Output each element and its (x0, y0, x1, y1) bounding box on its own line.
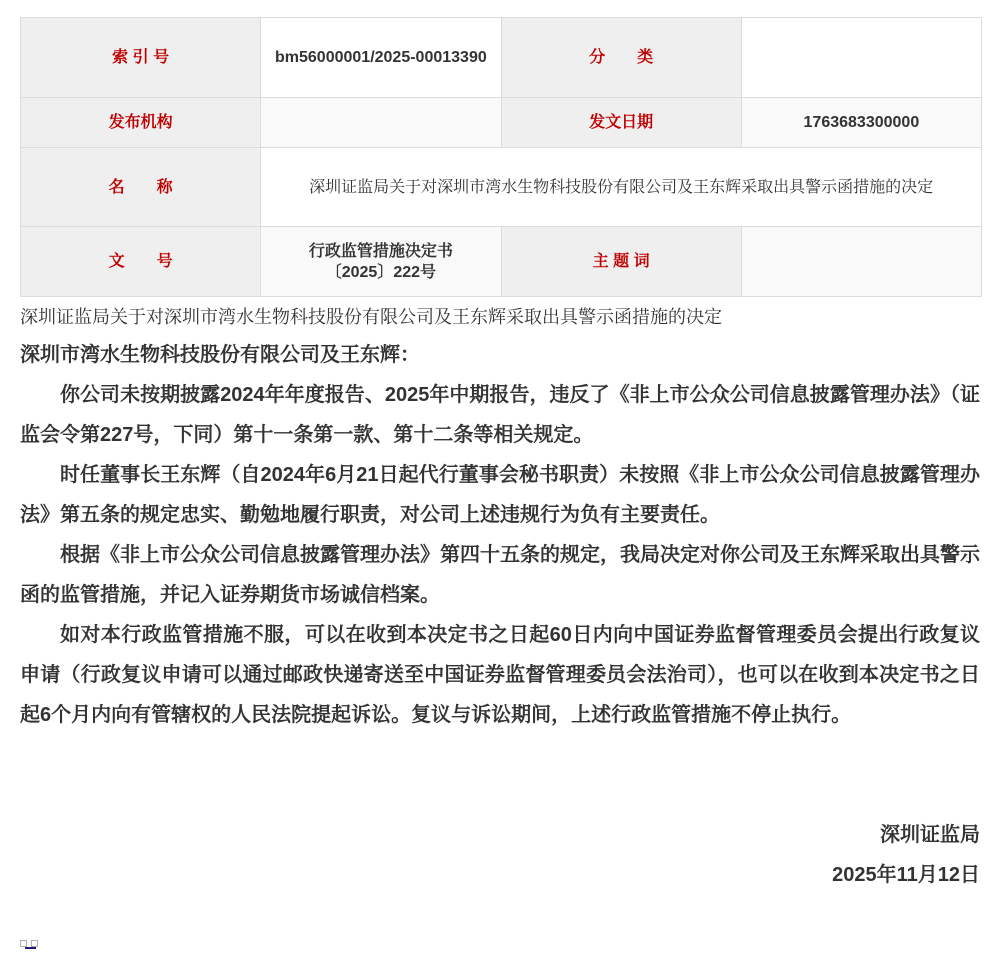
category-value (741, 18, 981, 98)
issue-date-value: 1763683300000 (741, 98, 981, 148)
document-title-line: 深圳证监局关于对深圳市湾水生物科技股份有限公司及王东辉采取出具警示函措施的决定 (20, 307, 722, 327)
paragraph-violation: 你公司未按期披露2024年年度报告、2025年中期报告，违反了《非上市公众公司信息披露管理办法》（证监会令第227号，下同）第十一条第一款、第十二条等相关规定。 (20, 384, 980, 446)
doc-number-label: 文 号 (21, 227, 261, 297)
table-row (21, 148, 982, 227)
attachment-link[interactable] (20, 940, 40, 951)
signature-date: 2025年11月12日 (832, 864, 980, 886)
paragraph-decision: 根据《非上市公众公司信息披露管理办法》第四十五条的规定，我局决定对你公司及王东辉采取出具警示函的监管措施，并记入证券期货市场诚信档案。 (20, 544, 980, 606)
broken-image-icon (20, 940, 27, 947)
issuing-agency-label: 发布机构 (21, 98, 261, 148)
name-value: 深圳证监局关于对深圳市湾水生物科技股份有限公司及王东辉采取出具警示函措施的决定 (261, 148, 982, 227)
table-row (21, 18, 982, 98)
doc-number-line2: 〔2025〕222号 (325, 263, 437, 281)
index-number-value: bm56000001/2025-00013390 (261, 18, 501, 98)
paragraph-responsibility: 时任董事长王东辉（自2024年6月21日起代行董事会秘书职责）未按照《非上市公众公司信息披露管理办法》第五条的规定忠实、勤勉地履行职责，对公司上述违规行为负有主要责任。 (20, 464, 980, 526)
category-label: 分 类 (501, 18, 741, 98)
table-row (21, 227, 982, 297)
signature-agency: 深圳证监局 (880, 824, 980, 846)
doc-number-value (261, 227, 501, 297)
link-underline (25, 947, 36, 949)
index-number-label: 索 引 号 (21, 18, 261, 98)
issue-date-label: 发文日期 (501, 98, 741, 148)
subject-words-value (741, 227, 981, 297)
subject-words-label: 主 题 词 (501, 227, 741, 297)
document-body (20, 305, 980, 895)
salutation: 深圳市湾水生物科技股份有限公司及王东辉： (20, 344, 420, 366)
table-row (21, 98, 982, 148)
paragraph-appeal: 如对本行政监管措施不服，可以在收到本决定书之日起60日内向中国证券监督管理委员会提出行政复议申请（行政复议申请可以通过邮政快递寄送至中国证券监督管理委员会法治司），也可以在收到本决定书之日起6个月内向有管辖权的人民法院提起诉讼。复议与诉讼期间，上述行政监管措施不停止执行。 (20, 624, 980, 726)
metadata-table (20, 17, 982, 297)
name-label: 名 称 (21, 148, 261, 227)
broken-image-icon (31, 940, 38, 947)
doc-number-line1: 行政监管措施决定书 (308, 242, 453, 260)
issuing-agency-value (261, 98, 501, 148)
